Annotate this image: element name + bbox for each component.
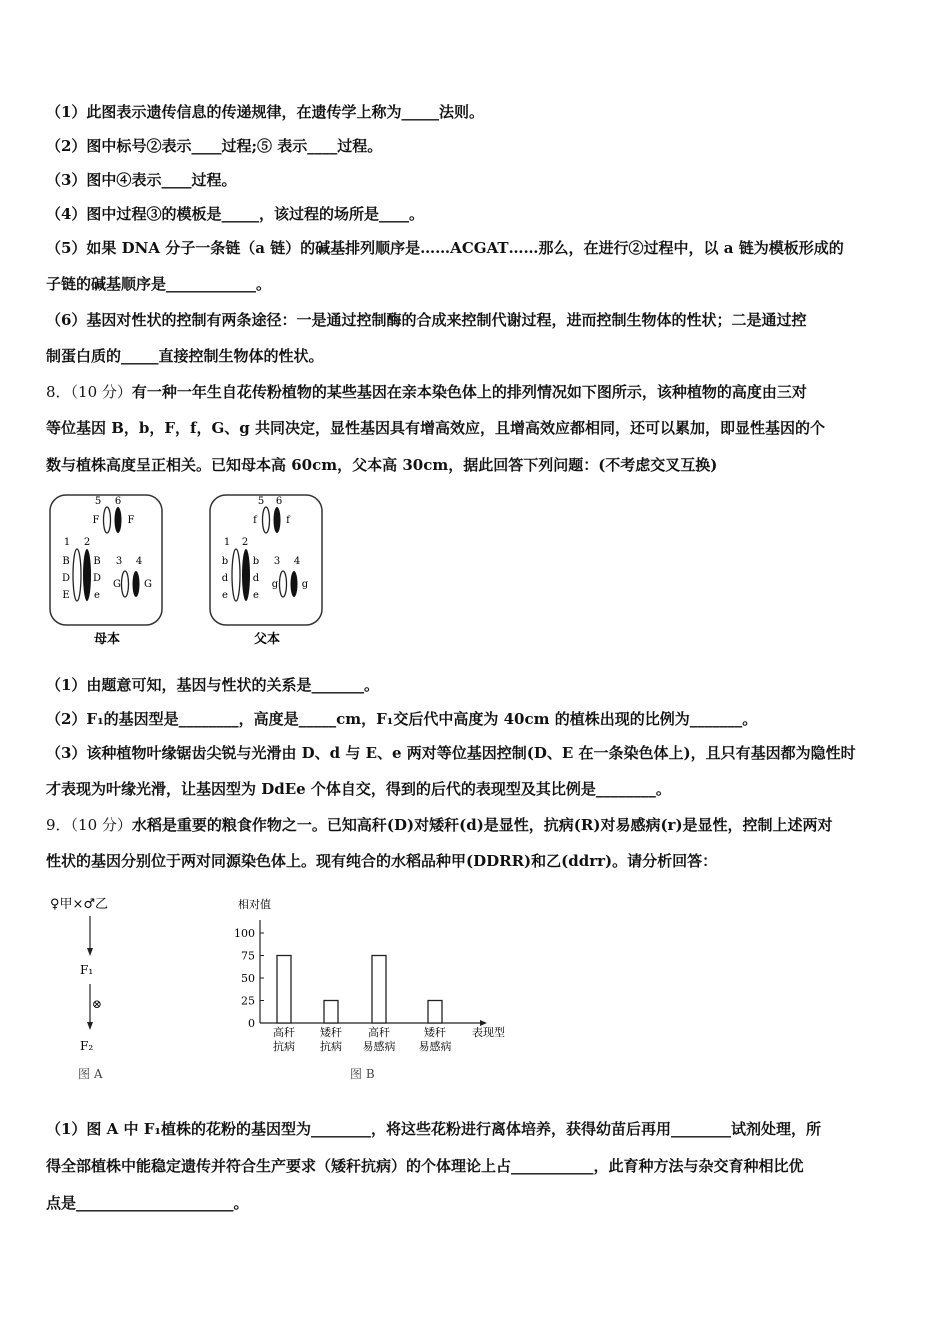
chart-caption: 图 B [350,1067,375,1081]
chart-category-label: 高秆 [368,1026,390,1039]
father-num-3: 3 [273,556,281,567]
mother-chromosome-6 [115,507,122,533]
father-chromosome-5 [263,507,270,533]
mother-gene-b-right: B [93,556,101,567]
mother-num-2: 2 [83,537,91,548]
father-gene-d-right: d [252,573,260,584]
q9-number: 9．（10 分） [46,816,132,834]
father-num-1: 1 [223,537,231,548]
father-chromosome-3 [280,571,287,597]
mother-gene-f-right: F [127,515,135,526]
mother-gene-e-left: E [62,590,70,601]
mother-chromosome-2 [83,549,91,601]
q8-sub-1: （1）由题意可知，基因与性状的关系是_______。 [46,676,379,694]
chromosome-figure [45,492,335,652]
q8-sub-2: （2）F₁的基因型是________，高度是_____cm，F₁交后代中高度为 40cm 的植株出现的比例为_______。 [46,710,758,728]
figure-a-cross-diagram [50,890,160,1090]
figure-a-arrowhead-1 [87,948,93,956]
chart-category-label: 矮秆 [320,1026,342,1039]
chart-bar [428,1001,442,1024]
figure-a-caption: 图 A [78,1067,103,1081]
q8-stem-line-3: 数与植株高度呈正相关。已知母本高 60cm，父本高 30cm，据此回答下列问题：(不考虑交叉互换) [46,456,718,474]
figure-b-bar-chart [230,890,520,1090]
q7-part-5-line-2: 子链的碱基顺序是____________。 [46,275,272,293]
mother-gene-d-right: D [92,573,102,584]
chart-category-label: 易感病 [362,1040,396,1053]
chart-bar [277,956,291,1024]
father-chromosome-4 [291,571,298,597]
chart-ylabel: 相对值 [238,898,271,911]
mother-num-6: 6 [114,496,122,507]
chart-ytick-label: 75 [241,949,255,963]
mother-chromosome-4 [133,571,140,597]
father-gene-b-right: b [252,556,260,567]
q8-sub-3-line-2: 才表现为叶缘光滑，让基因型为 DdEe 个体自交，得到的后代的表现型及其比例是________。 [46,780,671,798]
q9-sub-1-line-3: 点是_____________________。 [46,1194,249,1212]
chart-category-label: 抗病 [320,1040,342,1053]
mother-gene-b-left: B [62,556,70,567]
q7-part-1: （1）此图表示遗传信息的传递规律，在遗传学上称为_____法则。 [46,103,484,121]
figure-a-arrowhead-2 [87,1022,93,1030]
q8-stem-line-2: 等位基因 B，b，F，f，G、g 共同决定，显性基因具有增高效应，且增高效应都相同，还可以累加，即显性基因的个 [46,419,826,437]
chart-category-label: 高秆 [273,1026,295,1039]
q8-number: 8．（10 分） [46,383,132,401]
father-num-4: 4 [293,556,301,567]
mother-chromosome-3 [122,571,129,597]
chart-xlabel: 表现型 [472,1026,505,1039]
q7-part-2: （2）图中标号②表示____过程;⑤ 表示____过程。 [46,137,383,155]
figure-a-f2: F₂ [80,1039,94,1053]
father-chromosome-2 [242,549,250,601]
q7-part-3: （3）图中④表示____过程。 [46,171,237,189]
q8-stem-text-1: 有一种一年生自花传粉植物的某些基因在亲本染色体上的排列情况如下图所示，该种植物的高度由三对 [131,383,807,401]
father-num-6: 6 [275,496,283,507]
father-gene-d-left: d [221,573,229,584]
q7-part-4: （4）图中过程③的模板是_____，该过程的场所是____。 [46,205,424,223]
chart-ytick-label: 50 [241,972,255,985]
q9-stem-line-1 [46,815,908,835]
chart-category-label: 矮秆 [424,1026,446,1039]
mother-gene-g-right: G [144,579,152,590]
q8-sub-3-line-1: （3）该种植物叶缘锯齿尖锐与光滑由 D、d 与 E、e 两对等位基因控制(D、E 在一条染色体上)，且只有基因都为隐性时 [46,744,856,762]
mother-gene-d-left: D [61,573,71,584]
chart-ytick-label: 0 [248,1017,255,1030]
father-gene-e-right: e [253,590,259,601]
mother-chromosome-1 [73,549,81,601]
father-chromosome-6 [274,507,281,533]
father-gene-f-right: f [286,515,290,526]
mother-gene-e-right: e [94,590,100,601]
mother-num-3: 3 [115,556,123,567]
father-gene-b-left: b [221,556,229,567]
figure-a-cross: ♀甲×♂乙 [50,897,109,912]
father-num-5: 5 [257,496,265,507]
figure-a-f1: F₁ [80,963,94,977]
q9-stem-text-1: 水稻是重要的粮食作物之一。已知高秆(D)对矮秆(d)是显性，抗病(R)对易感病(r)是显性，控制上述两对 [131,816,833,834]
father-gene-f-left: f [253,515,257,526]
q9-sub-1-line-2: 得全部植株中能稳定遗传并符合生产要求（矮秆抗病）的个体理论上占___________，此育种方法与杂交育种相比优 [46,1157,804,1175]
q9-sub-1-line-1: （1）图 A 中 F₁植株的花粉的基因型为________，将这些花粉进行离体培养，获得幼苗后再用________试剂处理，所 [46,1120,821,1138]
q7-part-6-line-1: （6）基因对性状的控制有两条途径：一是通过控制酶的合成来控制代谢过程，进而控制生物体的性状；二是通过控 [46,311,807,329]
chart-category-label: 抗病 [273,1040,295,1053]
q8-stem-line-1 [46,382,908,402]
father-gene-g-right: g [301,579,309,590]
chart-bar [324,1001,338,1024]
chart-category-label: 易感病 [418,1040,452,1053]
q7-part-5-line-1: （5）如果 DNA 分子一条链（a 链）的碱基排列顺序是……ACGAT……那么，在进行②过程中，以 a 链为模板形成的 [46,239,844,257]
chart-bar [372,956,386,1024]
mother-gene-f-left: F [92,515,100,526]
father-gene-g-left: g [271,579,279,590]
chart-ytick-label: 25 [241,994,255,1008]
father-gene-e-left: e [222,590,228,601]
figure-a-self-symbol: ⊗ [92,997,103,1011]
mother-num-1: 1 [63,537,71,548]
mother-chromosome-5 [104,507,111,533]
mother-num-4: 4 [135,556,143,567]
father-label: 父本 [253,632,281,647]
mother-num-5: 5 [94,496,102,507]
chart-ytick-label: 100 [234,927,255,940]
father-chromosome-1 [232,549,240,601]
q7-part-6-line-2: 制蛋白质的_____直接控制生物体的性状。 [46,347,324,365]
mother-label: 母本 [93,632,121,647]
mother-gene-g-left: G [113,579,121,590]
q9-stem-line-2: 性状的基因分别位于两对同源染色体上。现有纯合的水稻品种甲(DDRR)和乙(ddrr)。请分析回答： [46,852,718,870]
father-num-2: 2 [241,537,249,548]
